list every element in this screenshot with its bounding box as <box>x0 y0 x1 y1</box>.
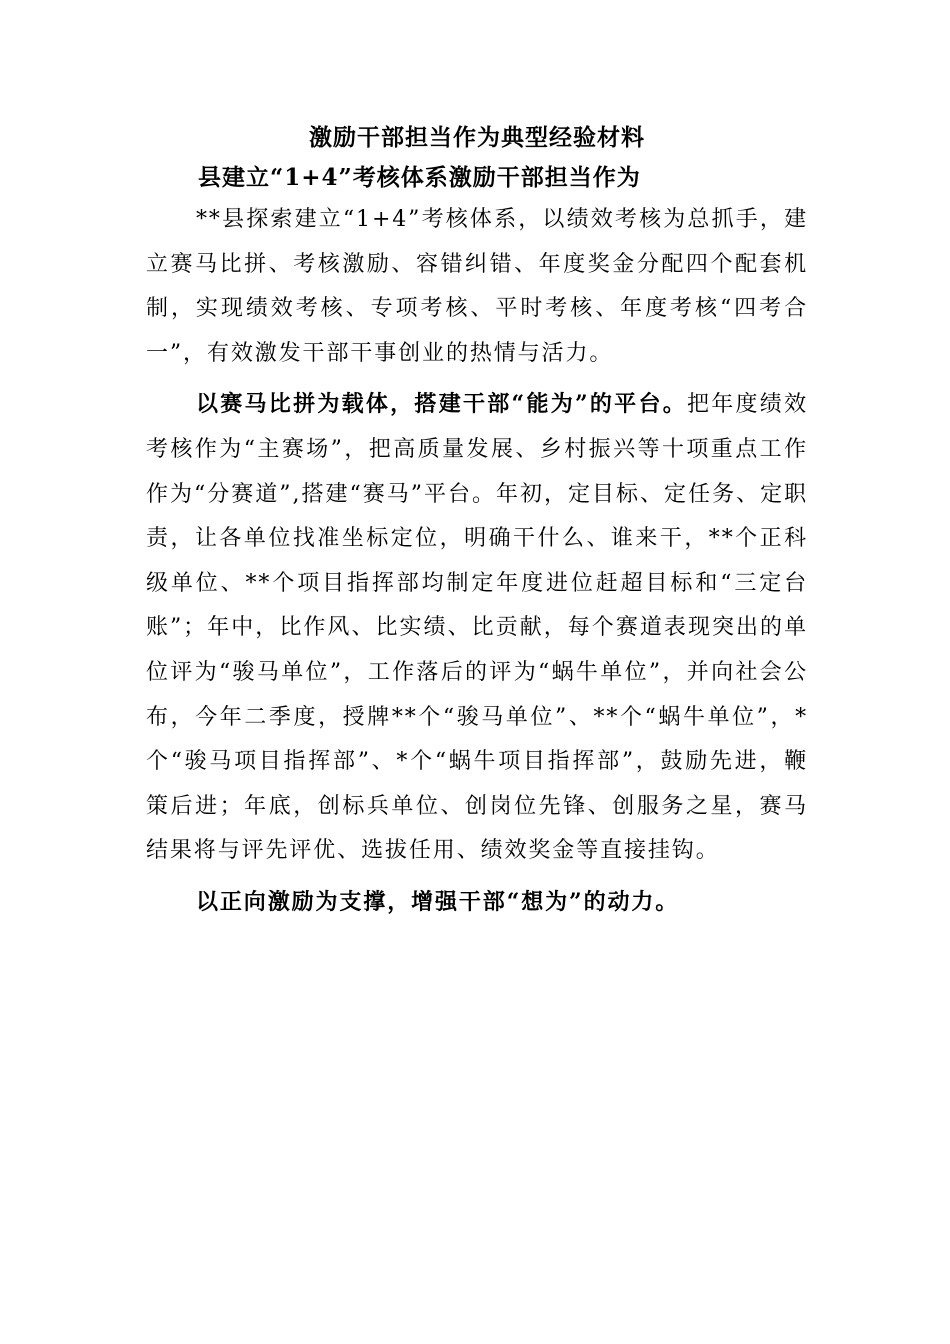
document-title: 激励干部担当作为典型经验材料 <box>309 124 645 151</box>
section1-paragraph <box>146 382 808 874</box>
intro-paragraph: **县探索建立“1+4”考核体系，以绩效考核为总抓手，建立赛马比拼、考核激励、容错纠错、年度奖金分配四个配套机制，实现绩效考核、专项考核、平时考核、年度考核“四考合一”，有效激发干部干事创业的热情与活力。 <box>146 207 808 366</box>
document-subtitle: 县建立“1+4”考核体系激励干部担当作为 <box>198 164 641 191</box>
document-page <box>146 122 808 925</box>
section1-lead: 以赛马比拼为载体，搭建干部“能为”的平台。 <box>196 391 687 418</box>
section2-heading: 以正向激励为支撑，增强干部“想为”的动力。 <box>196 888 680 915</box>
section1-body: 把年度绩效考核作为“主赛场”，把高质量发展、乡村振兴等十项重点工作作为“分赛道”,搭建“赛马”平台。年初，定目标、定任务、定职责，让各单位找准坐标定位，明确干什么、谁来干，**个正科级单位、**个项目指挥部均制定年度进位赶超目标和“三定台账”；年中，比作风、比实绩、比贡献，每个赛道表现突出的单位评为“骏马单位”，工作落后的评为“蜗牛单位”，并向社会公布，今年二季度，授牌**个“骏马单位”、**个“蜗牛单位”，*个“骏马项目指挥部”、*个“蜗牛项目指挥部”，鼓励先进，鞭策后进；年底，创标兵单位、创岗位先锋、创服务之星，赛马结果将与评先评优、选拔任用、绩效奖金等直接挂钩。 <box>146 392 808 864</box>
